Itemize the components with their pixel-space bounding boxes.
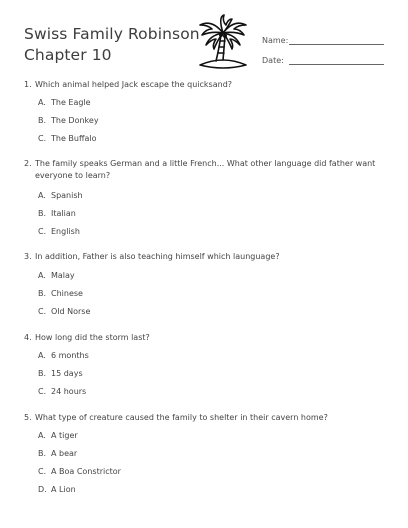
option-letter: C. — [38, 467, 47, 476]
option-letter: B. — [38, 449, 47, 458]
option-letter: C. — [38, 134, 47, 143]
option-letter: B. — [38, 209, 47, 218]
option-1a[interactable] — [38, 98, 91, 107]
option-text: The Buffalo — [51, 134, 97, 143]
option-3c[interactable] — [38, 307, 90, 316]
option-letter: A. — [38, 191, 46, 200]
question-number: 2. — [24, 159, 32, 168]
option-1b[interactable] — [38, 116, 99, 125]
question-3 — [24, 251, 388, 263]
option-text: Spanish — [51, 191, 83, 200]
question-text: What type of creature caused the family to shelter in their cavern home? — [35, 413, 328, 422]
option-text: The Donkey — [51, 116, 99, 125]
option-5b[interactable] — [38, 449, 77, 458]
option-letter: A. — [38, 431, 46, 440]
option-5a[interactable] — [38, 431, 78, 440]
option-letter: C. — [38, 227, 47, 236]
question-2 — [24, 158, 388, 183]
worksheet-title — [24, 24, 200, 66]
question-number: 5. — [24, 413, 32, 422]
date-field[interactable] — [262, 47, 384, 65]
title-line-1: Swiss Family Robinson — [24, 25, 200, 43]
option-letter: A. — [38, 98, 46, 107]
question-number: 4. — [24, 333, 32, 342]
option-letter: B. — [38, 369, 47, 378]
option-text: Chinese — [51, 289, 83, 298]
option-1c[interactable] — [38, 134, 97, 143]
student-info-fields — [262, 27, 384, 65]
option-text: 6 months — [51, 351, 89, 360]
option-letter: D. — [38, 485, 47, 494]
option-text: Italian — [51, 209, 76, 218]
date-label: Date: — [262, 56, 284, 65]
option-text: A Boa Constrictor — [51, 467, 121, 476]
question-5 — [24, 412, 388, 424]
option-2a[interactable] — [38, 191, 83, 200]
option-letter: B. — [38, 289, 47, 298]
option-letter: C. — [38, 307, 47, 316]
question-number: 3. — [24, 252, 32, 261]
name-line[interactable] — [289, 33, 384, 45]
option-5c[interactable] — [38, 467, 121, 476]
question-1 — [24, 79, 388, 91]
option-text: A bear — [51, 449, 78, 458]
option-4a[interactable] — [38, 351, 89, 360]
option-text: A Lion — [51, 485, 76, 494]
name-field[interactable] — [262, 27, 384, 45]
option-text: 15 days — [51, 369, 83, 378]
title-line-2: Chapter 10 — [24, 46, 112, 64]
question-4 — [24, 332, 388, 344]
option-letter: A. — [38, 271, 46, 280]
option-letter: A. — [38, 351, 46, 360]
question-text: Which animal helped Jack escape the quicksand? — [35, 80, 233, 89]
date-line[interactable] — [289, 53, 384, 65]
option-letter: B. — [38, 116, 47, 125]
option-4b[interactable] — [38, 369, 83, 378]
option-3a[interactable] — [38, 271, 75, 280]
option-text: A tiger — [51, 431, 78, 440]
question-number: 1. — [24, 80, 32, 89]
option-3b[interactable] — [38, 289, 83, 298]
option-2c[interactable] — [38, 227, 80, 236]
option-text: English — [51, 227, 80, 236]
option-4c[interactable] — [38, 387, 86, 396]
option-text: 24 hours — [51, 387, 87, 396]
option-text: The Eagle — [51, 98, 91, 107]
option-letter: C. — [38, 387, 47, 396]
name-label: Name: — [262, 36, 289, 45]
question-text: In addition, Father is also teaching himself which launguage? — [35, 252, 280, 261]
palm-tree-island-icon — [194, 13, 252, 73]
option-2b[interactable] — [38, 209, 76, 218]
option-text: Old Norse — [51, 307, 91, 316]
question-text: The family speaks German and a little French... What other language did father want everyone to learn? — [35, 159, 376, 181]
option-text: Malay — [51, 271, 75, 280]
option-5d[interactable] — [38, 485, 76, 494]
question-text: How long did the storm last? — [35, 333, 150, 342]
